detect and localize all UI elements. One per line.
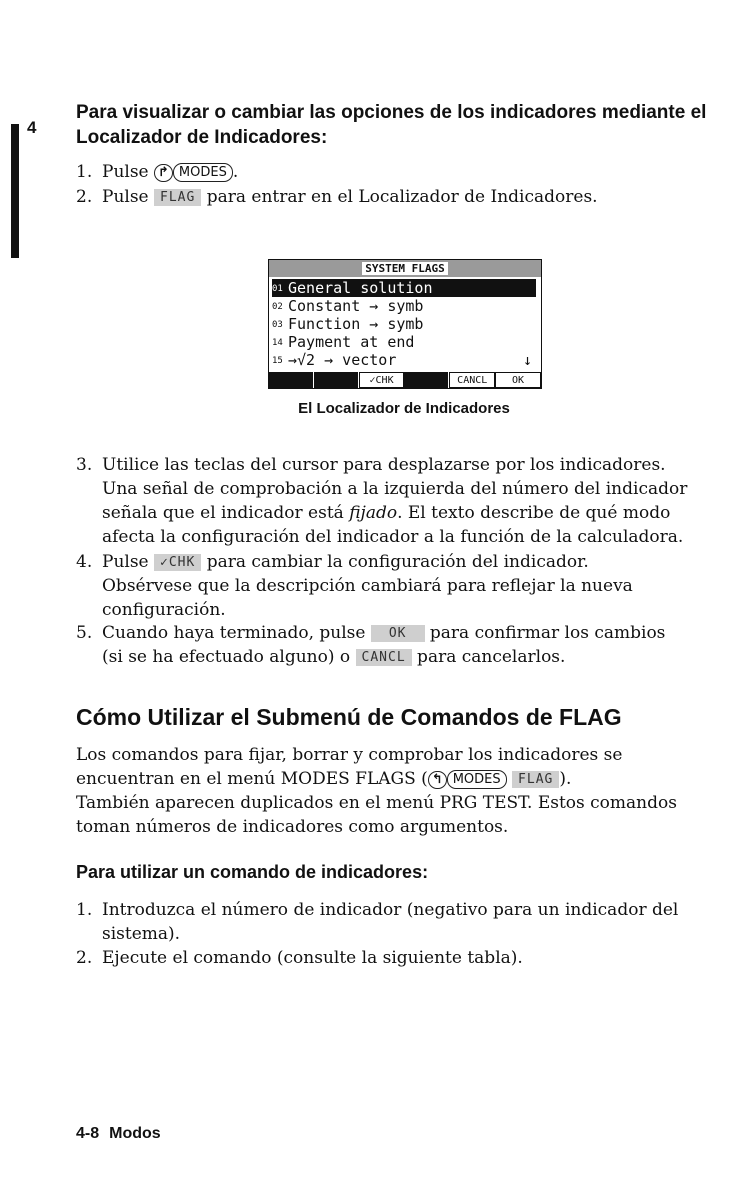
step-text: Pulse [102,187,155,207]
step-text: Obsérvese que la descripción cambiará para reflejar la nueva [102,576,633,596]
emphasis-text: fijado [349,503,398,523]
chapter-tab-bar [11,124,19,258]
screen-title: SYSTEM FLAGS [362,262,447,275]
figure-caption: El Localizador de Indicadores [298,400,510,417]
step-text: Introduzca el número de indicador (negativo para un indicador del [102,900,679,920]
step-number: 1. [76,900,93,920]
page-number: 4-8 [76,1125,100,1142]
flag-description: Function → symb [288,315,424,333]
modes-key: MODES [173,163,233,182]
step-number: 5. [76,623,93,643]
page-footer [76,1125,161,1143]
step-text: para cancelarlos. [411,647,566,667]
flag-row [272,333,536,351]
paragraph-text: ). [559,769,572,789]
flag-number: 03 [272,320,283,330]
paragraph-line: Los comandos para fijar, borrar y comprobar los indicadores se [76,745,623,765]
step-text: (si se ha efectuado alguno) o [102,647,356,667]
paragraph-line: toman números de indicadores como argumentos. [76,817,509,837]
left-shift-key-icon: ↰ [428,771,447,789]
step-number: 3. [76,455,93,475]
flag-row [272,315,536,333]
flag-number: 02 [272,302,283,312]
step-text: señala que el indicador está [102,503,350,523]
flag-description: →√2 → vector [288,351,397,369]
step-list [76,898,716,970]
step-text: para confirmar los cambios [424,623,666,643]
step-5 [76,621,716,669]
softkey-empty [314,372,359,388]
softkey-ok: OK [495,372,541,388]
ok-softkey: OK [371,625,425,642]
step-text: Ejecute el comando (consulte la siguiente tabla). [102,948,523,968]
check-softkey: ✓CHK [154,554,201,571]
flag-row [272,351,536,369]
body-paragraph [76,743,736,839]
paragraph-text: encuentran en el menú MODES FLAGS ( [76,769,428,789]
step-text: Utilice las teclas del cursor para desplazarse por los indicadores. [102,455,666,475]
chapter-number: 4 [27,118,37,137]
step-text: . El texto describe de qué modo [397,503,671,523]
flag-description: General solution [288,279,433,297]
flag-description: Constant → symb [288,297,424,315]
flag-row [272,297,536,315]
step-1 [76,160,238,184]
flag-number: 01 [272,284,283,294]
step-text: afecta la configuración del indicador a la función de la calculadora. [102,527,684,547]
step-4 [76,550,716,622]
step-text: para entrar en el Localizador de Indicadores. [201,187,598,207]
step-3 [76,453,716,549]
softkey-check: ✓CHK [359,372,405,388]
right-shift-key-icon: ↱ [154,164,173,182]
paragraph-line: También aparecen duplicados en el menú PRG TEST. Estos comandos [76,793,677,813]
step-text: . [232,162,239,182]
step-text: configuración. [102,600,226,620]
section-title: Cómo Utilizar el Submenú de Comandos de FLAG [76,704,622,730]
step-text: Pulse [102,162,155,182]
scroll-down-icon: ↓ [522,351,532,369]
step-number: 2. [76,187,93,207]
modes-key: MODES [447,770,507,789]
flag-number: 15 [272,356,283,366]
step-number: 4. [76,552,93,572]
step-number: 1. [76,162,93,182]
flag-number: 14 [272,338,283,348]
calculator-screen [268,259,542,389]
section-heading: Para visualizar o cambiar las opciones de los indicadores mediante el Localizador de Indicadores: [76,102,707,148]
step-text: Cuando haya terminado, pulse [102,623,371,643]
softkey-cancel: CANCL [449,372,495,388]
step-text: Pulse [102,552,155,572]
softkey-bar [269,372,541,388]
flag-description: Payment at end [288,333,415,351]
step-number: 2. [76,948,93,968]
step-text: sistema). [102,924,181,944]
flag-softkey: FLAG [154,189,201,206]
subsection-heading: Para utilizar un comando de indicadores: [76,862,429,882]
footer-section: Modos [109,1125,161,1142]
flag-row-selected [272,279,536,297]
cancel-softkey: CANCL [356,649,412,666]
screen-title-bar [269,260,541,277]
softkey-empty [269,372,314,388]
step-text: para cambiar la configuración del indicador. [201,552,589,572]
flag-softkey: FLAG [512,771,559,788]
softkey-empty [404,372,449,388]
step-2 [76,185,598,209]
step-text: Una señal de comprobación a la izquierda del número del indicador [102,479,688,499]
